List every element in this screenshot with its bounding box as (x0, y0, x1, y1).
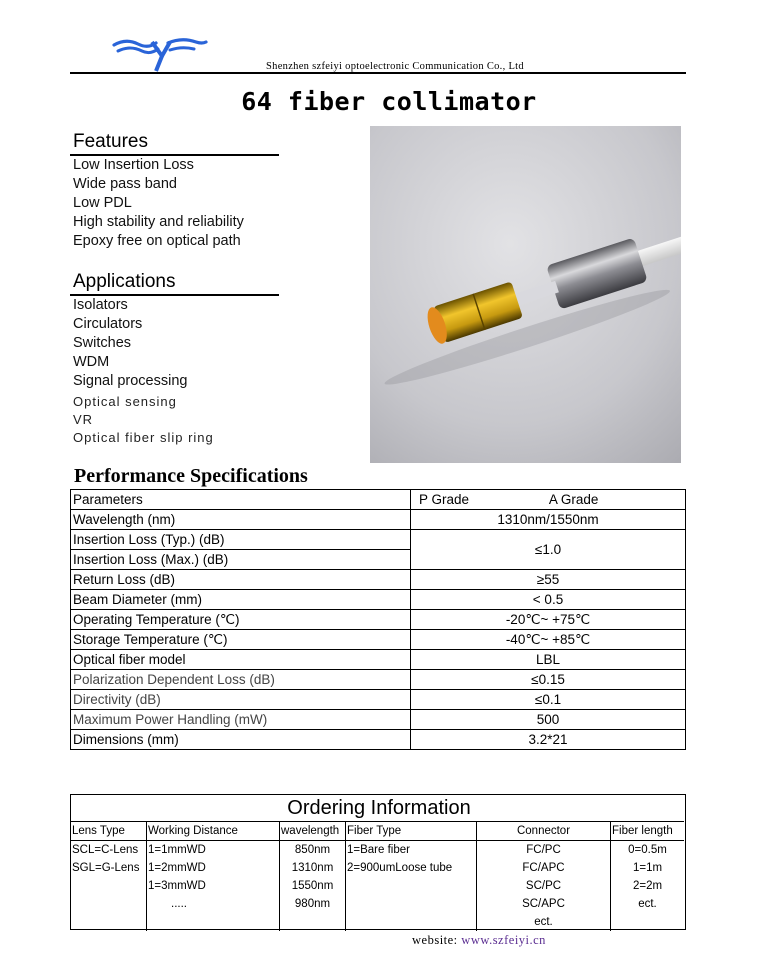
applications-heading: Applications (73, 271, 176, 292)
param-cell: Maximum Power Handling (mW) (71, 710, 411, 730)
performance-heading: Performance Specifications (74, 465, 308, 487)
ordering-heading: Ordering Information (287, 797, 471, 819)
website-link[interactable]: www.szfeiyi.cn (461, 933, 546, 947)
param-cell: Storage Temperature (℃) (71, 630, 411, 650)
param-cell: Wavelength (nm) (71, 510, 411, 530)
table-cell (71, 913, 147, 931)
feature-item: Epoxy free on optical path (73, 233, 241, 249)
table-cell: SC/APC (477, 895, 611, 913)
table-cell: 1=3mmWD (147, 877, 280, 895)
table-cell (611, 913, 685, 931)
table-row (71, 841, 684, 860)
application-item: Optical fiber slip ring (73, 430, 214, 445)
table-cell: FC/PC (477, 841, 611, 860)
table-cell: 2=900umLoose tube (346, 859, 477, 877)
value-cell: ≤1.0 (411, 530, 686, 570)
value-cell: 3.2*21 (411, 730, 686, 750)
value-cell: LBL (411, 650, 686, 670)
grade-p-label: P Grade (419, 491, 470, 507)
application-item: Isolators (73, 297, 128, 313)
value-cell: < 0.5 (411, 590, 686, 610)
table-cell: 1=Bare fiber (346, 841, 477, 860)
table-cell: 1310nm (280, 859, 346, 877)
ordering-table (71, 821, 684, 931)
table-row (71, 610, 686, 630)
column-header: Fiber Type (346, 822, 477, 841)
table-cell: 1=2mmWD (147, 859, 280, 877)
table-cell: SCL=C-Lens (71, 841, 147, 860)
table-header-cell: Parameters (71, 490, 411, 510)
application-item: VR (73, 412, 94, 427)
param-cell: Insertion Loss (Max.) (dB) (71, 550, 411, 570)
param-cell: Return Loss (dB) (71, 570, 411, 590)
table-cell: 980nm (280, 895, 346, 913)
table-row (71, 670, 686, 690)
table-row (71, 590, 686, 610)
ordering-info-box (70, 794, 686, 930)
table-cell: ..... (147, 895, 280, 913)
table-cell: FC/APC (477, 859, 611, 877)
table-cell: SC/PC (477, 877, 611, 895)
param-cell: Insertion Loss (Typ.) (dB) (71, 530, 411, 550)
table-cell: 850nm (280, 841, 346, 860)
column-header: Working Distance (147, 822, 280, 841)
table-cell (346, 913, 477, 931)
website-footer (412, 933, 546, 948)
application-item: Switches (73, 335, 132, 351)
header-divider (70, 72, 686, 74)
table-row (71, 895, 684, 913)
value-cell: -20℃~ +75℃ (411, 610, 686, 630)
value-cell: -40℃~ +85℃ (411, 630, 686, 650)
page-title: 64 fiber collimator (241, 87, 537, 116)
table-cell: 2=2m (632, 880, 663, 892)
table-header-row (71, 822, 684, 841)
table-row (71, 877, 684, 895)
table-cell: 1=1m (632, 862, 663, 874)
column-header: Connector (477, 822, 611, 841)
table-row (71, 630, 686, 650)
feature-item: Low Insertion Loss (73, 157, 194, 173)
table-header-cell (411, 490, 686, 510)
application-item: WDM (73, 354, 110, 370)
feature-item: Low PDL (73, 195, 132, 211)
table-cell (147, 913, 280, 931)
table-cell: 1550nm (280, 877, 346, 895)
value-cell: ≥55 (411, 570, 686, 590)
value-cell: ≤0.1 (411, 690, 686, 710)
table-row (71, 859, 684, 877)
fiber-collimator-photo (370, 126, 681, 463)
column-header: wavelength (280, 822, 346, 841)
table-cell: ect. (477, 913, 611, 931)
param-cell: Operating Temperature (℃) (71, 610, 411, 630)
table-row (71, 913, 684, 931)
table-cell: SGL=G-Lens (71, 859, 147, 877)
feature-item: Wide pass band (73, 176, 177, 192)
column-header: Lens Type (71, 822, 147, 841)
table-row (71, 510, 686, 530)
value-cell: ≤0.15 (411, 670, 686, 690)
table-row (71, 710, 686, 730)
table-cell: 0=0.5m (628, 844, 667, 856)
value-cell: 500 (411, 710, 686, 730)
table-row (71, 650, 686, 670)
website-label: website: (412, 933, 462, 947)
column-header: Fiber length (611, 822, 685, 841)
spec-table (70, 489, 686, 750)
param-cell: Beam Diameter (mm) (71, 590, 411, 610)
table-cell (280, 913, 346, 931)
table-cell (71, 877, 147, 895)
table-cell: 1=1mmWD (147, 841, 280, 860)
param-cell: Optical fiber model (71, 650, 411, 670)
param-cell: Directivity (dB) (71, 690, 411, 710)
grade-a-label: A Grade (548, 491, 599, 507)
company-name: Shenzhen szfeiyi optoelectronic Communication Co., Ltd (266, 61, 524, 72)
table-row (71, 570, 686, 590)
bird-wave-logo-icon (112, 36, 208, 72)
param-cell: Polarization Dependent Loss (dB) (71, 670, 411, 690)
table-cell (346, 895, 477, 913)
param-cell: Dimensions (mm) (71, 730, 411, 750)
table-row (71, 490, 686, 510)
table-row (71, 690, 686, 710)
table-row (71, 730, 686, 750)
table-cell (346, 877, 477, 895)
features-heading: Features (73, 131, 148, 152)
table-cell: ect. (638, 898, 657, 910)
application-item: Signal processing (73, 373, 188, 389)
feature-item: High stability and reliability (73, 214, 244, 230)
application-item: Circulators (73, 316, 143, 332)
value-cell: 1310nm/1550nm (411, 510, 686, 530)
table-cell (71, 895, 147, 913)
application-item: Optical sensing (73, 394, 177, 409)
table-row (71, 530, 686, 550)
